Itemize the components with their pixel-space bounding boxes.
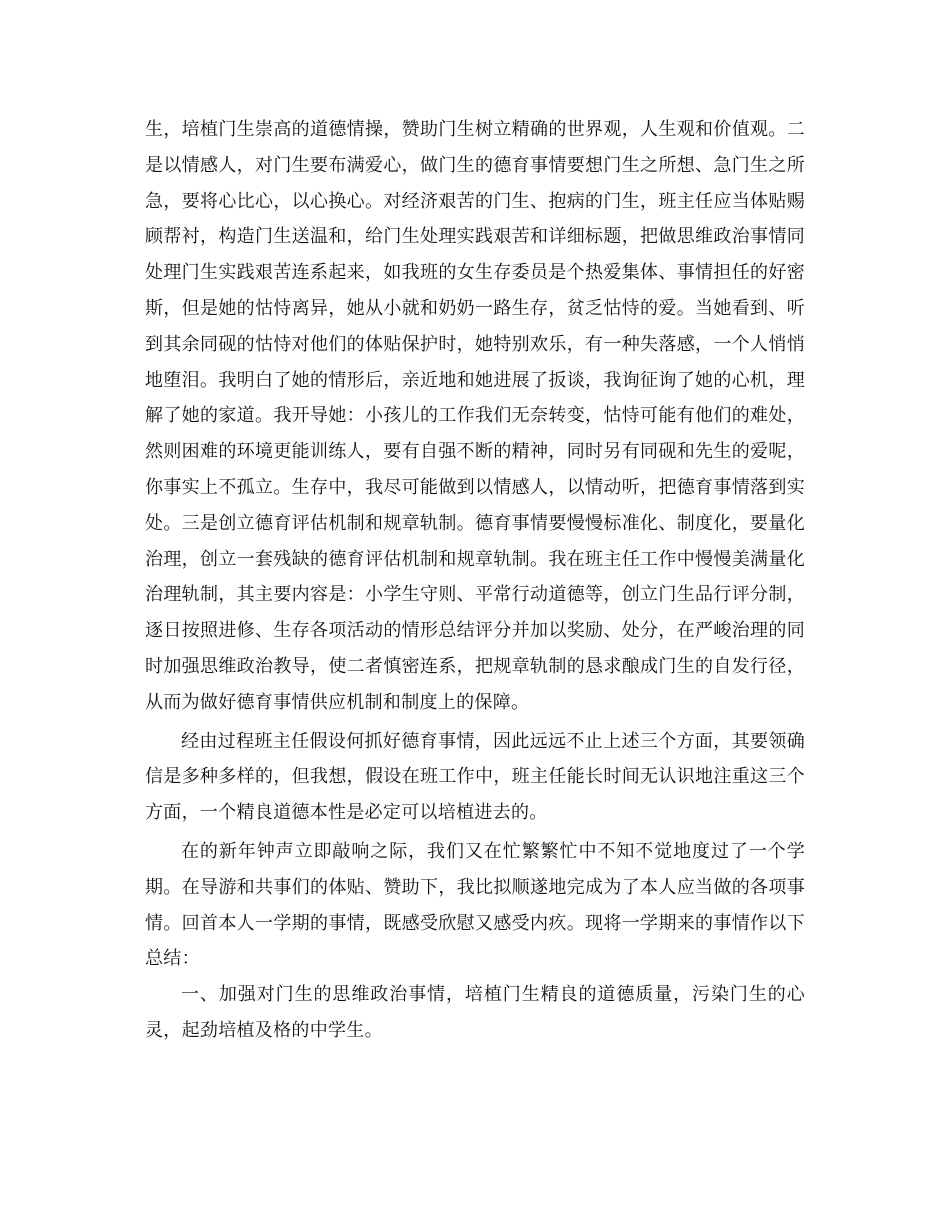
paragraph-1: 生，培植门生崇高的道德情操，赞助门生树立精确的世界观，人生观和价值观。二是以情感人，对门生要布满爱心，做门生的德育事情要想门生之所想、急门生之所急，要将心比心，以心换心。对经济艰苦的门生、抱病的门生，班主任应当体贴赐顾帮衬，构造门生送温和，给门生处理实践艰苦和详细标题，把做思维政治事情同处理门生实践艰苦连系起来，如我班的女生存委员是个热爱集体、事情担任的好密斯，但是她的怙恃离异，她从小就和奶奶一路生存，贫乏怙恃的爱。当她看到、听到其余同砚的怙恃对他们的体贴保护时，她特别欢乐，有一种失落感，一个人悄悄地堕泪。我明白了她的情形后，亲近地和她进展了扳谈，我询征询了她的心机，理解了她的家道。我开导她：小孩儿的工作我们无奈转变，怙恃可能有他们的难处，然则困难的环境更能训练人，要有自强不断的精神，同时另有同砚和先生的爱呢，你事实上不孤立。生存中，我尽可能做到以情感人，以情动听，把德育事情落到实处。三是创立德育评估机制和规章轨制。德育事情要慢慢标准化、制度化，要量化治理，创立一套残缺的德育评估机制和规章轨制。我在班主任工作中慢慢美满量化治理轨制，其主要内容是：小学生守则、平常行动道德等，创立门生品行评分制，逐日按照进修、生存各项活动的情形总结评分并加以奖励、处分，在严峻治理的同时加强思维政治教导，使二者慎密连系，把规章轨制的恳求酿成门生的自发行径，从而为做好德育事情供应机制和制度上的保障。 [145,119,805,713]
paragraph-2: 经由过程班主任假设何抓好德育事情，因此远远不止上述三个方面，其要领确信是多种多样的，但我想，假设在班工作中，班主任能长时间无认识地注重这三个方面，一个精良道德本性是必定可以培植进去的。 [145,730,805,824]
paragraph-3: 在的新年钟声立即敲响之际，我们又在忙繁繁忙中不知不觉地度过了一个学期。在导游和共事们的体贴、赞助下，我比拟顺遂地完成为了本人应当做的各项事情。回首本人一学期的事情，既感受欣慰又感受内疚。现将一学期来的事情作以下总结： [145,840,805,970]
paragraph-4: 一、加强对门生的思维政治事情，培植门生精良的道德质量，污染门生的心灵，起劲培植及格的中学生。 [145,984,805,1041]
document-body [145,112,805,1049]
